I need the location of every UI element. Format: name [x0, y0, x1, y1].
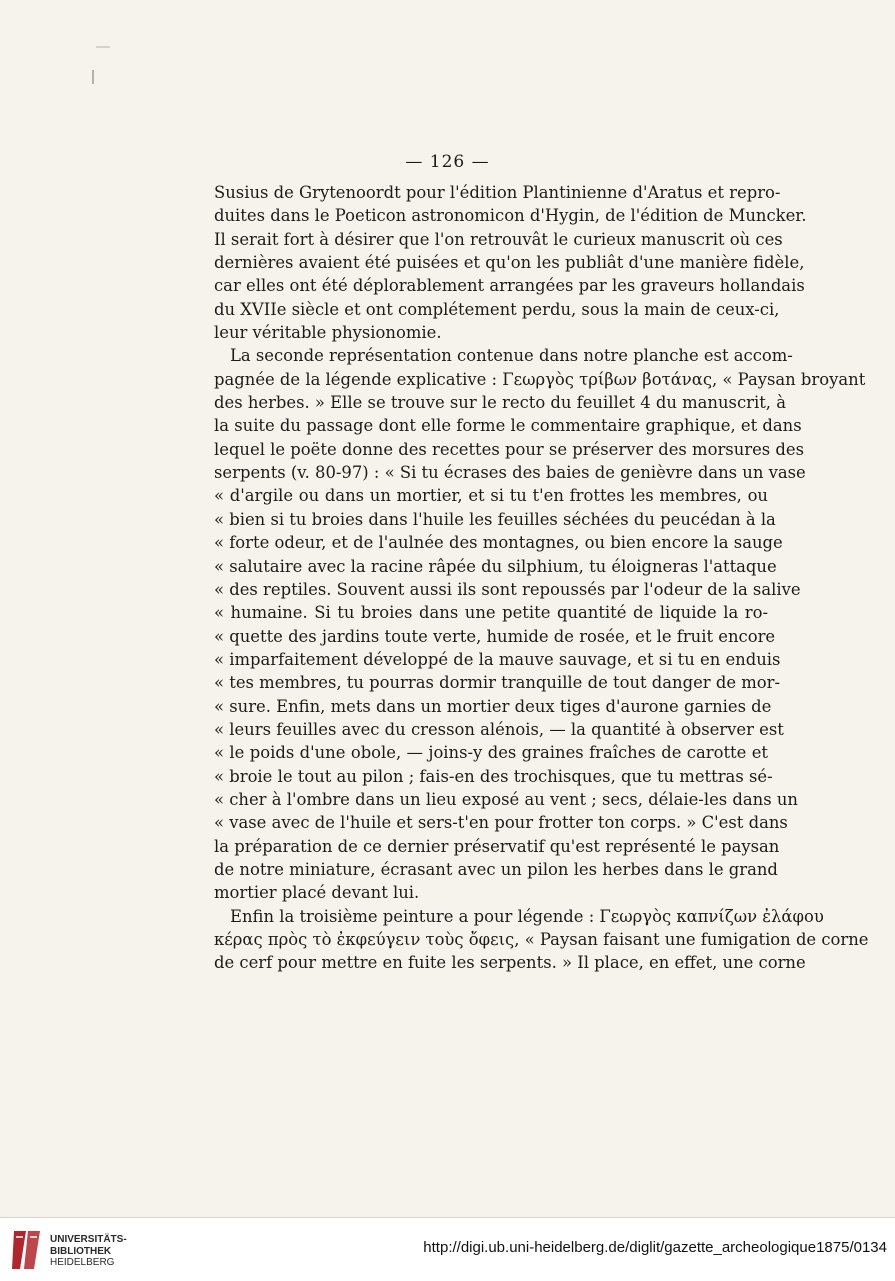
body-text	[214, 181, 869, 975]
text-line: pagnée de la légende explicative : Γεωργὸς τρίβων βοτάνας, « Paysan broyant	[214, 369, 866, 389]
library-name-line: HEIDELBERG	[50, 1257, 115, 1268]
viewer-footer	[0, 1217, 895, 1281]
text-line: « forte odeur, et de l'aulnée des montagnes, ou bien encore la sauge	[214, 533, 783, 553]
library-name	[50, 1234, 127, 1269]
text-line: duites dans le Poeticon astronomicon d'Hygin, de l'édition de Muncker.	[214, 206, 807, 226]
text-line: du XVIIe siècle et ont complétement perdu, sous la main de ceux-ci,	[214, 299, 780, 319]
text-line: Il serait fort à désirer que l'on retrouvât le curieux manuscrit où ces	[214, 229, 783, 249]
text-line: « tes membres, tu pourras dormir tranquille de tout danger de mor-	[214, 673, 781, 693]
text-line: « humaine. Si tu broies dans une petite quantité de liquide la ro-	[214, 603, 768, 623]
text-line: « salutaire avec la racine râpée du silphium, tu éloigneras l'attaque	[214, 556, 777, 576]
text-line: serpents (v. 80-97) : « Si tu écrases des baies de genièvre dans un vase	[214, 463, 806, 483]
text-line: la suite du passage dont elle forme le commentaire graphique, et dans	[214, 416, 802, 436]
scan-mark	[92, 70, 94, 84]
text-line: « d'argile ou dans un mortier, et si tu t'en frottes les membres, ou	[214, 486, 768, 506]
text-line: « vase avec de l'huile et sers-t'en pour frotter ton corps. » C'est dans	[214, 813, 788, 833]
text-line: La seconde représentation contenue dans notre planche est accom-	[230, 346, 793, 366]
text-line: mortier placé devant lui.	[214, 883, 420, 903]
text-line: dernières avaient été puisées et qu'on les publiât d'une manière fidèle,	[214, 253, 805, 273]
text-line: car elles ont été déplorablement arrangées par les graveurs hollandais	[214, 276, 805, 296]
library-logo-icon	[10, 1227, 46, 1273]
text-line: lequel le poëte donne des recettes pour se préserver des morsures des	[214, 439, 805, 459]
text-line: « sure. Enfin, mets dans un mortier deux tiges d'aurone garnies de	[214, 696, 772, 716]
text-line: « le poids d'une obole, — joins-y des graines fraîches de carotte et	[214, 743, 768, 763]
text-line: « broie le tout au pilon ; fais-en des trochisques, que tu mettras sé-	[214, 766, 773, 786]
page-number: — 126 —	[405, 152, 490, 172]
text-line: « cher à l'ombre dans un lieu exposé au vent ; secs, délaie-les dans un	[214, 789, 798, 809]
text-line: « quette des jardins toute verte, humide de rosée, et le fruit encore	[214, 626, 776, 646]
text-line: Enfin la troisième peinture a pour légende : Γεωργὸς καπνίζων ἐλάφου	[230, 906, 824, 926]
library-name-line: BIBLIOTHEK	[50, 1245, 112, 1257]
text-line: leur véritable physionomie.	[214, 323, 442, 343]
text-line: κέρας πρὸς τὸ ἐκφεύγειν τοὺς ὄφεις, « Paysan faisant une fumigation de corne	[214, 930, 869, 949]
library-name-line: UNIVERSITÄTS-	[50, 1234, 127, 1245]
library-logo[interactable]	[10, 1227, 46, 1277]
text-line: « des reptiles. Souvent aussi ils sont repoussés par l'odeur de la salive	[214, 579, 801, 599]
text-line: « bien si tu broies dans l'huile les feuilles séchées du peucédan à la	[214, 509, 776, 529]
text-line: des herbes. » Elle se trouve sur le recto du feuillet 4 du manuscrit, à	[214, 393, 786, 413]
text-line: de notre miniature, écrasant avec un pilon les herbes dans le grand	[214, 859, 778, 879]
text-line: la préparation de ce dernier préservatif qu'est représenté le paysan	[214, 836, 780, 856]
scan-mark	[96, 46, 110, 48]
text-line: de cerf pour mettre en fuite les serpents. » Il place, en effet, une corne	[214, 953, 806, 973]
text-line: Susius de Grytenoordt pour l'édition Plantinienne d'Aratus et repro-	[214, 183, 781, 202]
text-line: « imparfaitement développé de la mauve sauvage, et si tu en enduis	[214, 649, 781, 669]
permalink-url[interactable]: http://digi.ub.uni-heidelberg.de/diglit/gazette_archeologique1875/0134	[423, 1239, 887, 1256]
text-line: « leurs feuilles avec du cresson alénois, — la quantité à observer est	[214, 719, 784, 739]
